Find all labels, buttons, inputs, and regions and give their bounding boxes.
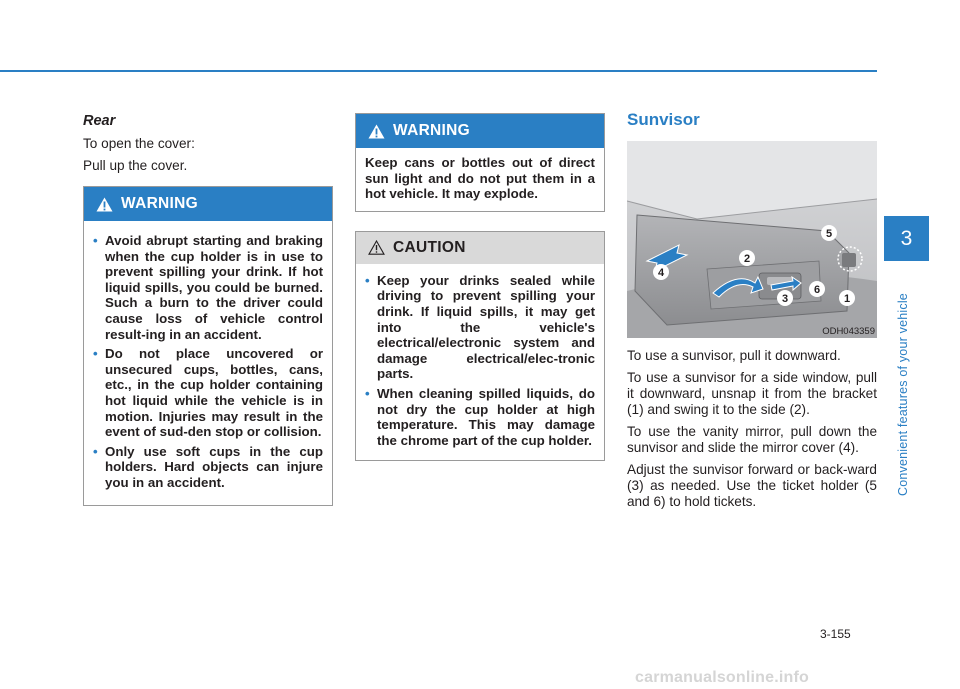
header-rule xyxy=(0,70,877,72)
column-left xyxy=(83,112,333,506)
bullet-icon: • xyxy=(365,385,370,401)
bullet-icon: • xyxy=(93,346,98,362)
page-number: 3-155 xyxy=(820,627,851,641)
list-item xyxy=(365,386,595,448)
watermark: carmanualsonline.info xyxy=(635,669,810,686)
column-middle xyxy=(355,113,605,461)
list-item-text: Only use soft cups in the cup holders. Hard objects can injure you in an accident. xyxy=(105,443,323,490)
callout-label: 4 xyxy=(657,267,665,279)
warning-title: WARNING xyxy=(393,122,471,139)
list-item-text: Do not place uncovered or unsecured cups, bottles, cans, etc., in the cup holder containing hot liquid while the vehicle is in motion. Injuries may result in the event of sud-den stop or collision. xyxy=(105,346,323,440)
caution-header xyxy=(356,232,604,264)
warning-list xyxy=(93,233,323,491)
paragraph: Pull up the cover. xyxy=(83,158,188,173)
warning-text: Keep cans or bottles out of direct sun light and do not put them in a hot vehicle. It may explode. xyxy=(365,155,595,202)
caution-box xyxy=(355,231,605,462)
warning-header xyxy=(84,187,332,221)
callout-label: 2 xyxy=(743,253,751,265)
paragraph: To use a sunvisor, pull it downward. xyxy=(627,348,841,363)
caution-title: CAUTION xyxy=(393,238,466,256)
paragraph: To use a sunvisor for a side window, pull it downward, unsnap it from the bracket (1) and swing it to the side (2). xyxy=(627,370,877,417)
callout-label: 6 xyxy=(813,284,821,296)
sunvisor-illustration xyxy=(627,141,877,338)
bullet-icon: • xyxy=(93,233,98,248)
list-item xyxy=(93,346,323,440)
callout-label: 3 xyxy=(781,293,789,305)
list-item xyxy=(93,444,323,491)
bullet-icon: • xyxy=(93,443,98,459)
paragraph: Adjust the sunvisor forward or back-ward (3) as needed. Use the ticket holder (5 and 6) to hold tickets. xyxy=(627,462,877,509)
list-item-text: Avoid abrupt starting and braking when the cup holder is in use to prevent spilling your drink. If hot liquid spills, you could be burned. Such a burn to the driver could cause loss of vehicle control result-ing in an accident. xyxy=(105,233,323,342)
image-code: ODH043359 xyxy=(822,326,875,337)
paragraph: To use the vanity mirror, pull down the sunvisor and slide the mirror cover (4). xyxy=(627,424,877,455)
warning-triangle-icon xyxy=(96,197,113,212)
warning-header xyxy=(356,114,604,148)
caution-triangle-icon xyxy=(368,240,385,255)
list-item-text: Keep your drinks sealed while driving to prevent spilling your drink. If liquid spills, it may get into the vehicle's electrical/electronic system and damage electrical/elec-tronic parts. xyxy=(377,272,595,382)
warning-box xyxy=(355,113,605,212)
chapter-title-vertical: Convenient features of your vehicle xyxy=(896,293,910,496)
list-item-text: When cleaning spilled liquids, do not dry the cup holder at high temperature. This may damage the chrome part of the cup holder. xyxy=(377,385,595,448)
list-item xyxy=(93,233,323,342)
chapter-number-tab: 3 xyxy=(884,216,929,261)
section-title-sunvisor: Sunvisor xyxy=(627,110,700,129)
caution-list xyxy=(365,273,595,449)
bullet-icon: • xyxy=(365,272,370,288)
warning-triangle-icon xyxy=(368,124,385,139)
warning-title: WARNING xyxy=(121,195,199,212)
callout-label: 5 xyxy=(825,228,833,240)
callout-label: 1 xyxy=(843,293,851,305)
paragraph: To open the cover: xyxy=(83,136,195,151)
sunvisor-photo xyxy=(627,141,877,338)
column-right xyxy=(627,110,877,516)
list-item xyxy=(365,273,595,382)
subheading-rear: Rear xyxy=(83,113,116,129)
warning-box xyxy=(83,186,333,506)
